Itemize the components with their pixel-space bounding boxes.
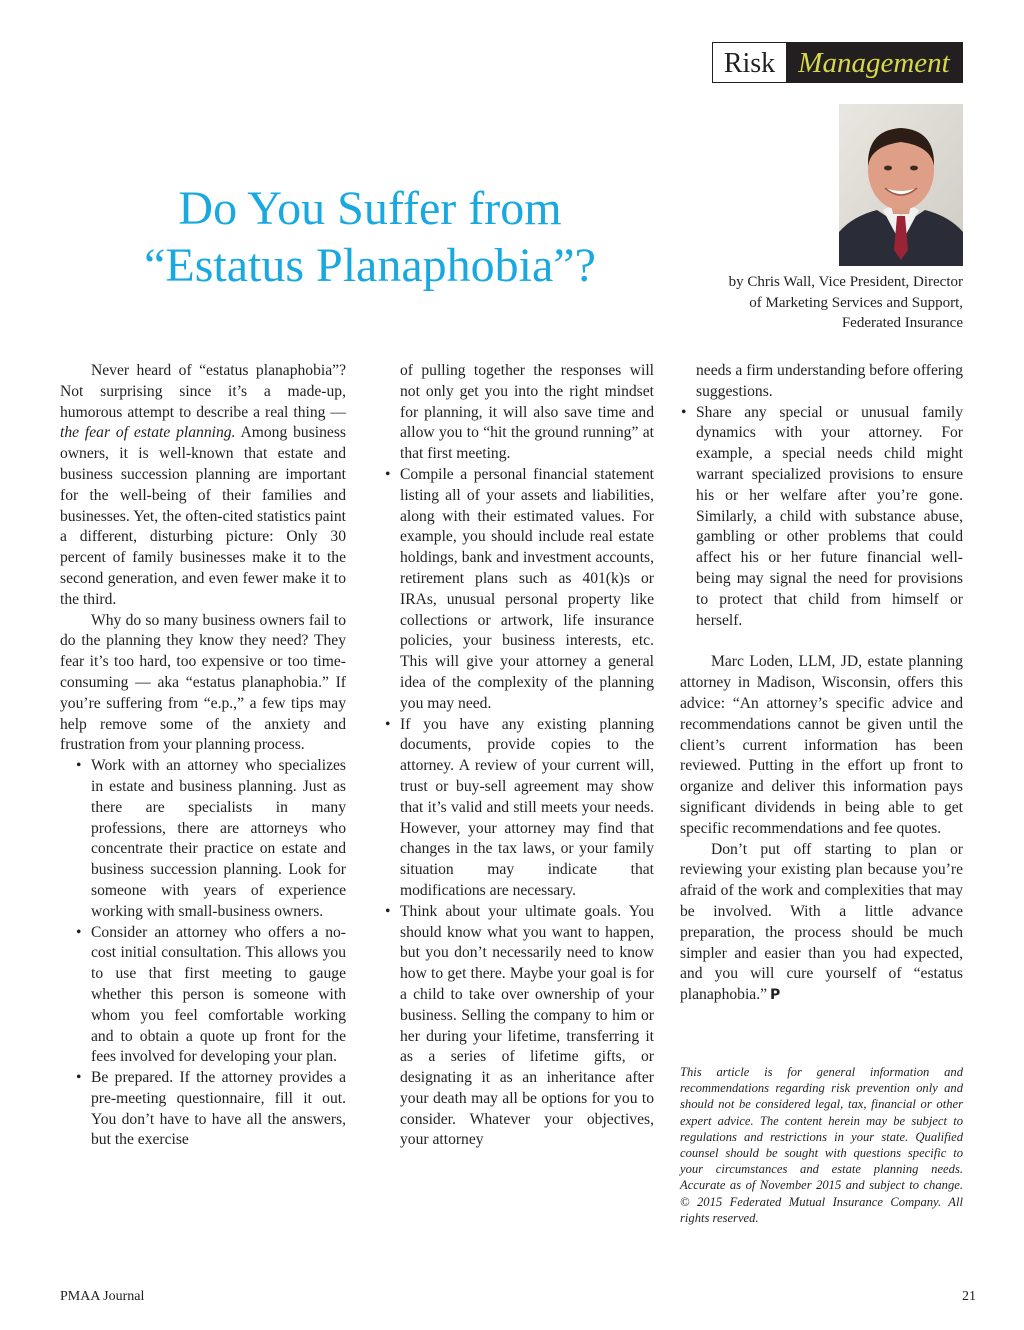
list-item: • Consider an attorney who offers a no-cost initial consultation. This allows you to use that first meeting to gauge whether this person is someone with whom you feel comfortable working and to obtain a quote up front for the fees involved for developing your plan. [60,923,346,1069]
end-mark-icon: P [770,987,781,1004]
title-line-1: Do You Suffer from [178,182,562,235]
list-item: • Think about your ultimate goals. You should know what you want to happen, but you don’t necessarily need to know how to get there. Maybe your goal is for a child to take over ownership of your business. Selling the company to him or her during your lifetime, transferring it as a series of lifetime gifts, or designating it as an inheritance after your death may all be options for you to consider. Whatever your objectives, your attorney [384,902,654,1152]
page-number: 21 [962,1289,976,1304]
author-photo [839,104,963,266]
column-2 [384,361,654,1151]
title-line-2: “Estatus Planaphobia”? [144,239,596,292]
author-portrait-icon [839,104,963,266]
column-3 [680,361,963,1006]
paragraph: Why do so many business owners fail to do the planning they know they need? They fear it’s too hard, too expensive or too time-consuming — aka “estatus planaphobia.” If you’re suffering from “e.p.,” a few tips may help remove some of the anxiety and frustration from your planning process. [60,611,346,754]
paragraph [680,840,963,1006]
badge-management-label: Management [786,43,962,82]
disclaimer: This article is for general information and recommendations regarding risk prevention only and should not be considered legal, tax, financial or other expert advice. The content herein may be subject to regulations and restrictions in your state. Qualified counsel should be sought with questions specific to your circumstances and estate planning needs. Accurate as of November 2015 and subject to change. © 2015 Federated Mutual Insurance Company. All rights reserved. [680,1065,963,1225]
paragraph-text: Don’t put off starting to plan or reviewing your existing plan because you’re afraid of the work and complexities that may be involved. With a little advance preparation, the process should be much simpler and easier than you had expected, and you will cure yourself of “estatus planaphobia.” [680,840,963,1004]
list-item-continuation: of pulling together the responses will not only get you into the right mindset for planning, it will also save time and allow you to “hit the ground running” at that first meeting. [400,362,654,463]
byline-line: by Chris Wall, Vice President, Director [728,274,963,290]
list-item-continuation: needs a firm understanding before offering suggestions. [696,362,963,400]
list-item: • If you have any existing planning documents, provide copies to the attorney. A review of your current will, trust or buy-sell agreement may show that it’s valid and still meets your needs. However, your attorney may find that changes in the tax laws, or your family situation may indicate that modifications are necessary. [384,715,654,902]
footer-journal-name: PMAA Journal [60,1289,145,1304]
paragraph-text: Among business owners, it is well-known that estate and business succession planning are important for the well-being of their families and businesses. Yet, the often-cited statistics paint a different, disturbing picture: Only 30 percent of family businesses make it to the second generation, and even fewer make it to the third. [60,424,346,608]
byline-line: of Marketing Services and Support, [749,294,963,311]
list-item: • Compile a personal financial statement listing all of your assets and liabilities, along with their estimated values. For example, you should include real estate holdings, bank and investment accounts, retirement plans such as 401(k)s or IRAs, unusual personal property like collections or artwork, life insurance policies, your business interests, etc. This will give your attorney a general idea of the complexity of the planning you may need. [384,465,654,715]
badge-risk-label: Risk [713,43,786,82]
paragraph: Marc Loden, LLM, JD, estate planning attorney in Madison, Wisconsin, offers this advice: “An attorney’s specific advice and recommendations cannot be given until the client’s current information has been reviewed. Putting in the effort up front to organize and deliver this information pays significant dividends in being able to get specific recommendations and fee quotes. [680,653,963,837]
byline [640,272,963,334]
tips-list [680,403,963,632]
section-badge [712,42,963,83]
list-item: • Share any special or unusual family dynamics with your attorney. For example, a special needs child might warrant specialized provisions to ensure his or her welfare after you’re gone. Similarly, a child with substance abuse, gambling or other problems that could affect his or her future financial well-being may signal the need for provisions to protect that child from himself or herself. [680,403,963,632]
tips-list [384,465,654,1151]
emphasis-text: the fear of estate planning. [60,424,236,442]
tips-list [60,756,346,1151]
paragraph-text: Never heard of “estatus planaphobia”? Not surprising since it’s a made-up, humorous attempt to describe a real thing — [60,362,346,421]
article-title [60,180,680,294]
list-item: • Work with an attorney who specializes in estate and business planning. Just as there are specialists in many professions, there are attorneys who concentrate their practice on estate and business succession planning. Look for someone with years of experience working with small-business owners. [60,756,346,922]
list-item: • Be prepared. If the attorney provides a pre-meeting questionnaire, fill it out. You don’t have to have all the answers, but the exercise [60,1068,346,1151]
paragraph [60,361,346,611]
column-1 [60,361,346,1151]
byline-line: Federated Insurance [841,315,963,331]
